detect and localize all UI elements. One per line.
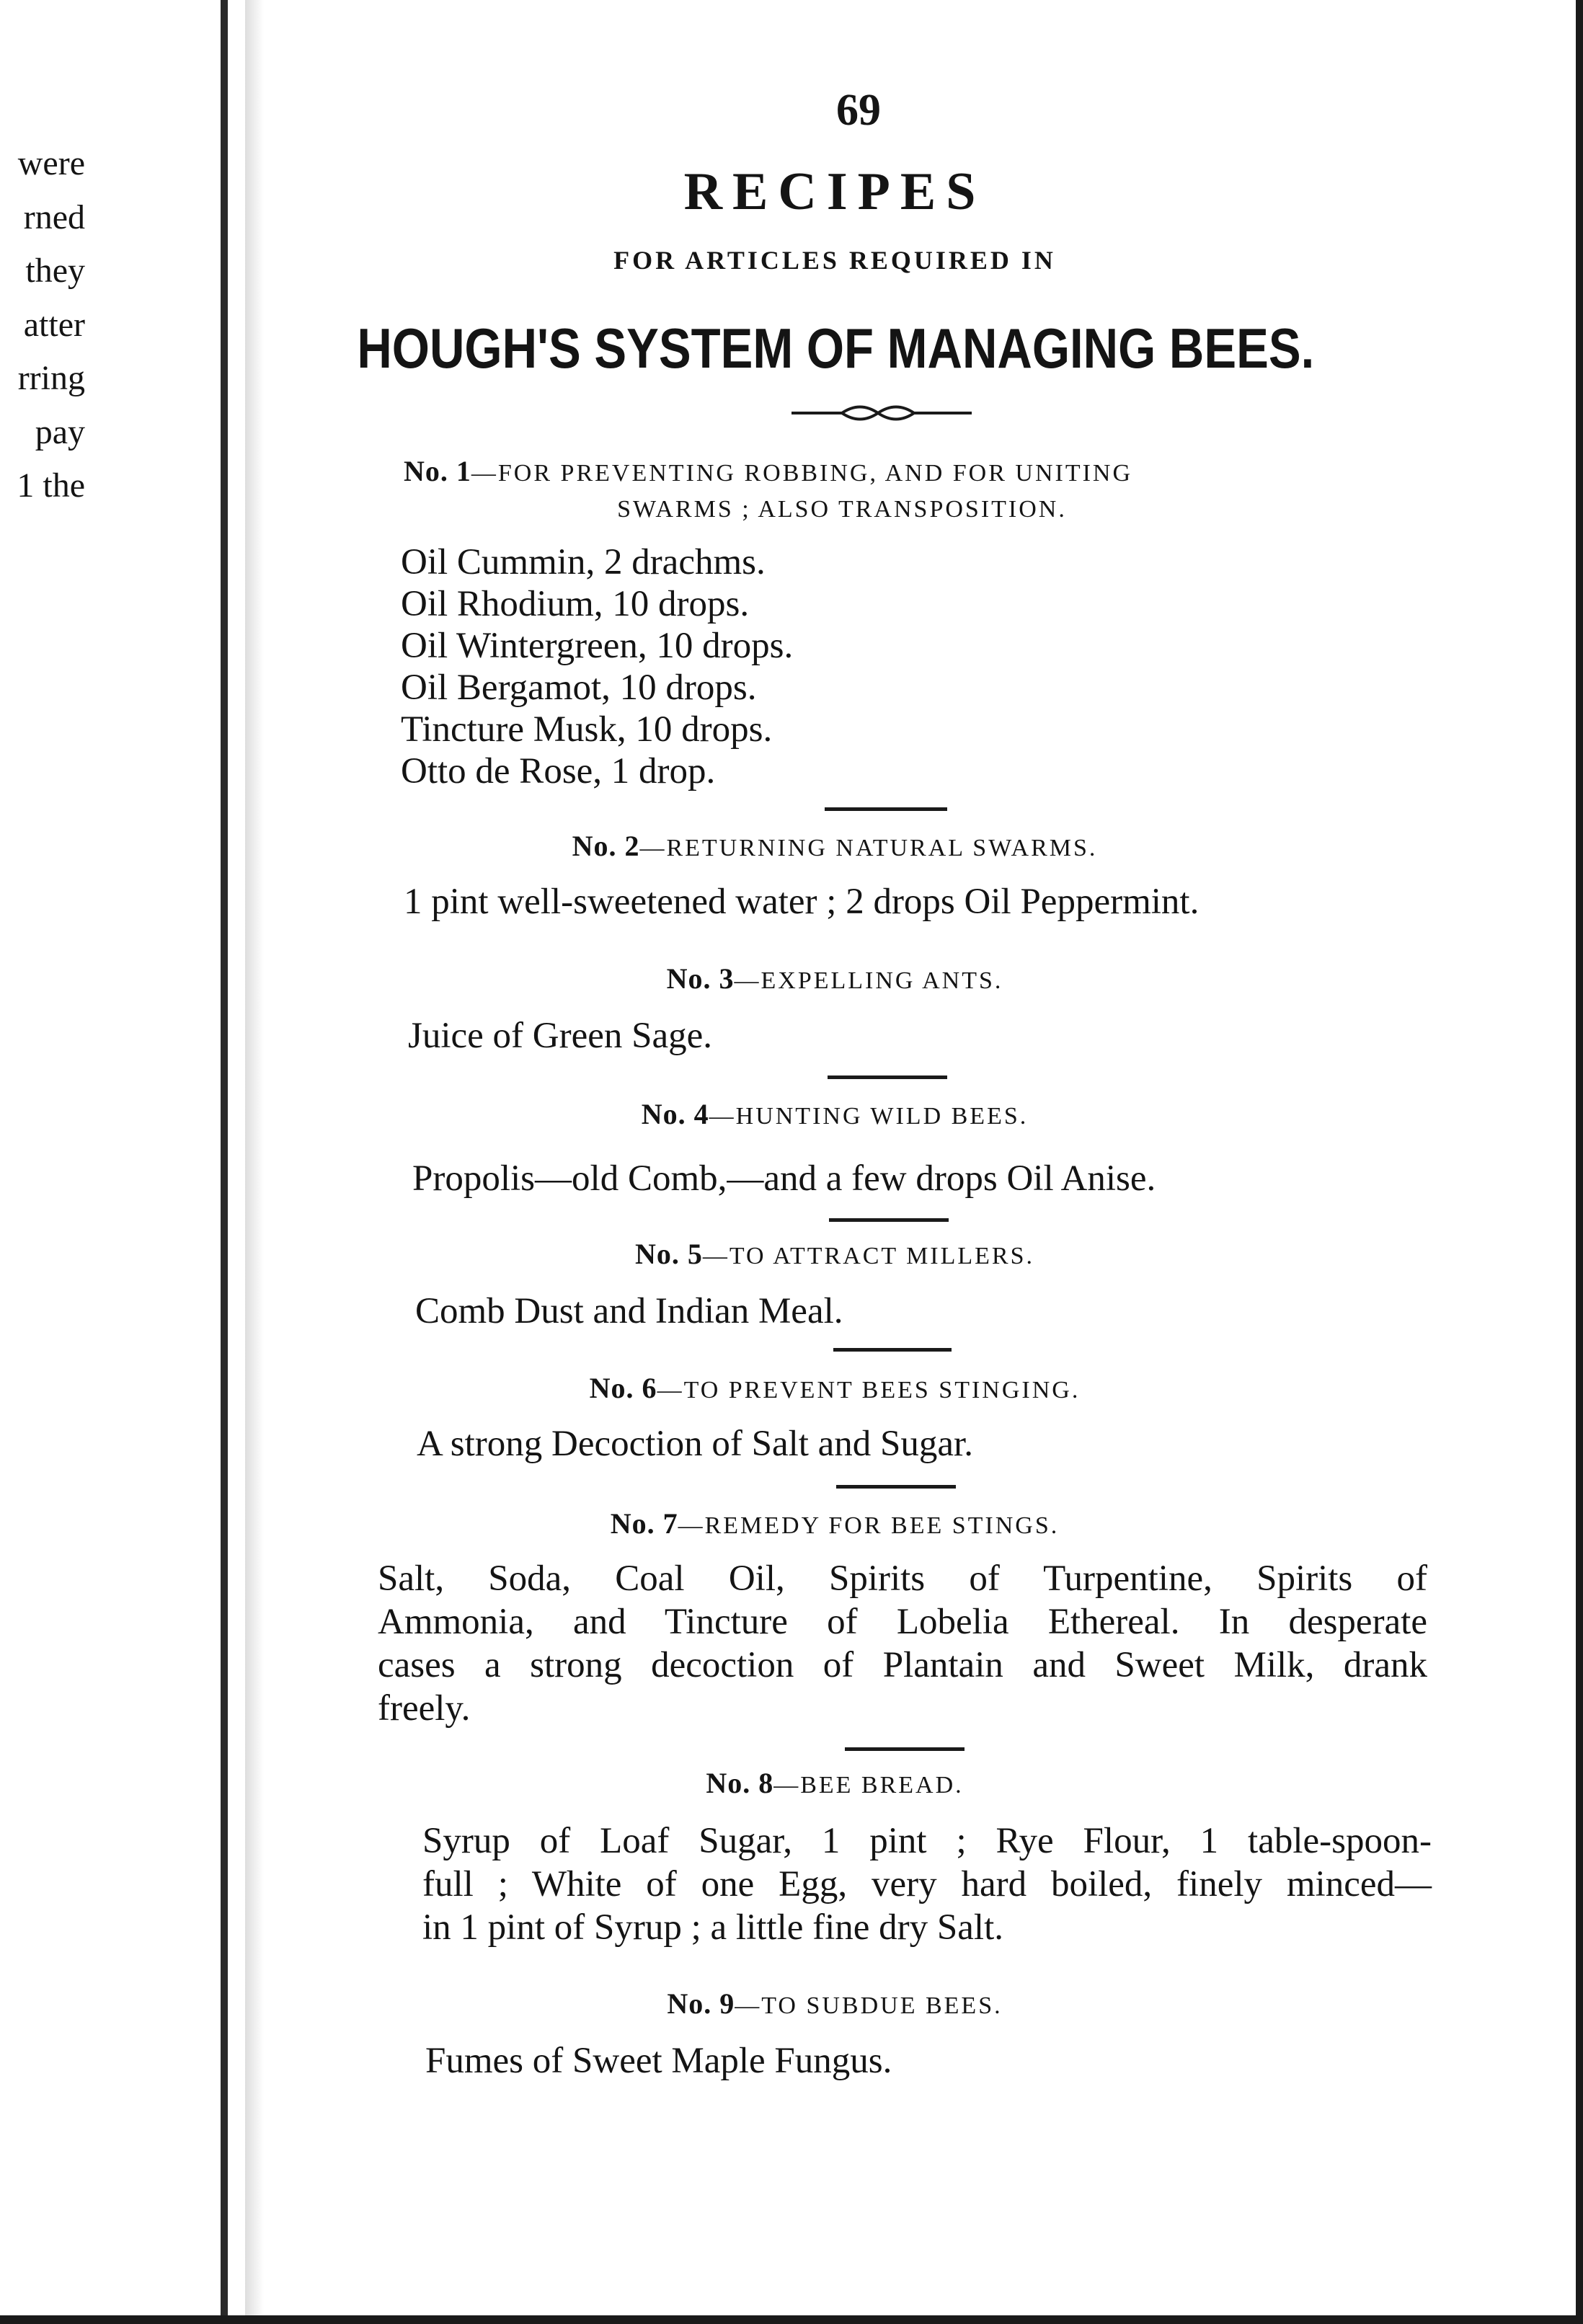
recipe-title: —EXPELLING ANTS. bbox=[734, 967, 1003, 994]
recipe-line: Oil Bergamot, 10 drops. bbox=[401, 668, 757, 708]
recipe-line: in 1 pint of Syrup ; a little fine dry Salt. bbox=[422, 1907, 1003, 1948]
fragment-line: rned bbox=[23, 198, 85, 236]
recipe-number: No. 1 bbox=[404, 455, 471, 487]
page-subtitle: FOR ARTICLES REQUIRED IN bbox=[613, 246, 1056, 275]
recipe-number: No. 2 bbox=[572, 830, 640, 862]
recipe-line: 1 pint well-sweetened water ; 2 drops Oil Peppermint. bbox=[404, 882, 1200, 922]
recipe-paragraph bbox=[378, 1557, 1427, 1730]
recipe-line: A strong Decoction of Salt and Sugar. bbox=[417, 1424, 973, 1464]
recipe-title: —TO SUBDUE BEES. bbox=[735, 1992, 1003, 2019]
recipe-heading-9 bbox=[0, 1987, 1583, 2021]
recipe-line: Propolis—old Comb,—and a few drops Oil Anise. bbox=[412, 1158, 1156, 1199]
section-rule bbox=[845, 1747, 965, 1751]
recipe-title: —FOR PREVENTING ROBBING, AND FOR UNITING bbox=[471, 460, 1133, 487]
section-rule bbox=[829, 1218, 949, 1222]
section-rule bbox=[836, 1485, 956, 1489]
recipe-line: cases a strong decoction of Plantain and Sweet Milk, drank bbox=[378, 1645, 1427, 1685]
recipe-title: —TO PREVENT BEES STINGING. bbox=[657, 1377, 1081, 1403]
fragment-line: pay bbox=[35, 412, 85, 451]
page-number: 69 bbox=[836, 86, 881, 135]
recipe-line: Comb Dust and Indian Meal. bbox=[415, 1291, 843, 1331]
recipe-line: Ammonia, and Tincture of Lobelia Ethereal. In desperate bbox=[378, 1602, 1427, 1642]
recipe-line: Oil Rhodium, 10 drops. bbox=[401, 584, 750, 624]
recipe-line: Tincture Musk, 10 drops. bbox=[401, 709, 773, 750]
recipe-number: No. 7 bbox=[610, 1507, 678, 1540]
recipe-line: Oil Wintergreen, 10 drops. bbox=[401, 626, 794, 666]
section-rule bbox=[828, 1075, 947, 1079]
recipe-heading-2 bbox=[0, 829, 1583, 863]
recipe-number: No. 8 bbox=[706, 1767, 774, 1799]
recipe-title: —TO ATTRACT MILLERS. bbox=[702, 1243, 1035, 1269]
recipe-line: freely. bbox=[378, 1688, 471, 1729]
recipe-heading-8 bbox=[0, 1766, 1583, 1800]
recipe-heading-4 bbox=[0, 1097, 1583, 1131]
recipe-number: No. 5 bbox=[634, 1238, 703, 1270]
recipe-number: No. 6 bbox=[589, 1372, 657, 1404]
fragment-line: were bbox=[17, 144, 85, 182]
recipe-title: —BEE BREAD. bbox=[773, 1772, 964, 1799]
recipe-number: No. 3 bbox=[666, 962, 735, 995]
fragment-line: atter bbox=[23, 305, 85, 344]
fragment-line: they bbox=[25, 252, 85, 290]
recipe-line: Fumes of Sweet Maple Fungus. bbox=[425, 2041, 892, 2081]
recipe-heading-3 bbox=[0, 962, 1583, 995]
recipe-heading-6 bbox=[0, 1371, 1583, 1405]
recipe-title: —HUNTING WILD BEES. bbox=[709, 1103, 1029, 1130]
page-bottom-edge bbox=[0, 2315, 1583, 2324]
ornament-divider-icon bbox=[792, 395, 972, 431]
page-main-heading: HOUGH'S SYSTEM OF MANAGING BEES. bbox=[357, 316, 1315, 380]
recipe-heading-1 bbox=[0, 454, 1583, 488]
section-rule bbox=[825, 807, 947, 811]
recipe-line: Oil Cummin, 2 drachms. bbox=[401, 542, 766, 582]
recipe-title: —RETURNING NATURAL SWARMS. bbox=[639, 835, 1098, 861]
recipe-paragraph bbox=[422, 1819, 1432, 1949]
recipe-heading-1-cont: SWARMS ; ALSO TRANSPOSITION. bbox=[617, 496, 1067, 523]
recipe-line: Otto de Rose, 1 drop. bbox=[401, 751, 716, 791]
recipe-title: —REMEDY FOR BEE STINGS. bbox=[678, 1512, 1060, 1539]
recipe-number: No. 9 bbox=[667, 1987, 735, 2020]
recipe-line: full ; White of one Egg, very hard boiled, finely minced— bbox=[422, 1864, 1432, 1904]
recipe-heading-7 bbox=[0, 1507, 1583, 1540]
recipe-number: No. 4 bbox=[641, 1098, 709, 1130]
recipe-line: Syrup of Loaf Sugar, 1 pint ; Rye Flour, 1 table-spoon- bbox=[422, 1821, 1432, 1861]
recipe-line: Salt, Soda, Coal Oil, Spirits of Turpentine, Spirits of bbox=[378, 1558, 1427, 1599]
fragment-line: rring bbox=[17, 359, 85, 397]
recipe-line: Juice of Green Sage. bbox=[408, 1016, 712, 1056]
fragment-line: 1 the bbox=[17, 466, 85, 505]
section-rule bbox=[833, 1348, 952, 1352]
page-right-edge bbox=[1576, 0, 1583, 2324]
recipe-heading-5 bbox=[0, 1237, 1583, 1271]
page-title: RECIPES bbox=[683, 162, 986, 221]
